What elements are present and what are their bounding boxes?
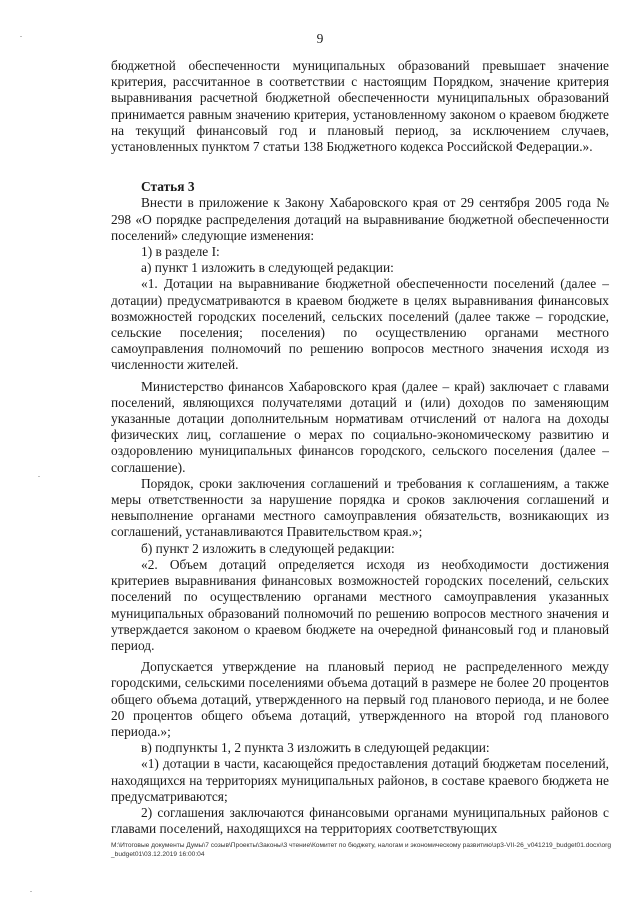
paragraph: Министерство финансов Хабаровского края (далее – край) заключает с главами поселений, являющихся получателями дотаций и (или) доходов по заменяющим указанные дотации дополнительным нормативам отчислений от налога на доходы физических лиц, соглашение о мерах по социально-экономическому развитию и оздоровлению муниципальных финансов городского, сельского поселения (далее – соглашение). <box>111 378 609 475</box>
paragraph: Внести в приложение к Закону Хабаровского края от 29 сентября 2005 года № 298 «О порядке распределения дотаций на выравнивание бюджетной обеспеченности поселений» следующие изменения: <box>111 195 609 243</box>
paragraph: «2. Объем дотаций определяется исходя из необходимости достижения критериев выравнивания финансовых возможностей городских поселений, сельских поселений по осуществлению органами местного самоуправления указанных муниципальных образований полномочий по решению вопросов местного значения и утверждается законом о краевом бюджете на очередной финансовый год и плановый период. <box>111 556 609 653</box>
article-heading: Статья 3 <box>141 179 195 195</box>
paragraph: «1) дотации в части, касающейся предоставления дотаций бюджетам поселений, находящихся на территориях муниципальных районов, в составе краевого бюджета не предусматриваются; <box>111 756 609 804</box>
paragraph: 1) в разделе I: <box>141 244 220 260</box>
paragraph: а) пункт 1 изложить в следующей редакции: <box>141 260 394 276</box>
margin-dot: . <box>30 885 32 894</box>
document-body <box>111 58 609 837</box>
paragraph: в) подпункты 1, 2 пункта 3 изложить в следующей редакции: <box>141 740 490 756</box>
margin-dot: . <box>38 470 40 479</box>
paragraph: бюджетной обеспеченности муниципальных образований превышает значение критерия, рассчитанное в соответствии с настоящим Порядком, значение критерия выравнивания расчетной бюджетной обеспеченности муниципальных образований принимается равным значению критерия, установленному законом о краевом бюджете на текущий финансовый год и плановый период, за исключением случаев, установленных пунктом 7 статьи 138 Бюджетного кодекса Российской Федерации.». <box>111 58 609 155</box>
margin-dot: . <box>20 30 22 39</box>
paragraph: Порядок, сроки заключения соглашений и требования к соглашениям, а также меры ответственности за нарушение порядка и сроков заключения соглашений и невыполнение органами местного самоуправления обязательств, возникающих из соглашений, устанавливаются Правительством края.»; <box>111 475 609 540</box>
paragraph: б) пункт 2 изложить в следующей редакции: <box>141 540 395 556</box>
paragraph: Допускается утверждение на плановый период не распределенного между городскими, сельскими поселениями объема дотаций в размере не более 20 процентов общего объема дотаций, утвержденного на первый год планового периода, и не более 20 процентов общего объема дотаций, утвержденного на второй год планового периода.»; <box>111 659 609 739</box>
file-path-footer: M:\Итоговые документы Думы\7 созыв\Проекты\Законы\3 чтение\Комитет по бюджету, налогам и экономическому развитию\зр3-VII-26_v041219_budget01.docx\org_budget01\03.12.2019 16:00:04 <box>111 842 612 858</box>
paragraph: «1. Дотации на выравнивание бюджетной обеспеченности поселений (далее – дотации) предусматриваются в краевом бюджете в целях выравнивания финансовых возможностей городских поселений, сельских поселений (далее также – городские, сельские поселения; поселения) по осуществлению органами местного самоуправления полномочий по решению вопросов местного значения исходя из численности жителей. <box>111 276 609 373</box>
page-number: 9 <box>316 31 324 46</box>
paragraph: 2) соглашения заключаются финансовыми органами муниципальных районов с главами поселений, находящихся на территориях соответствующих <box>111 804 609 837</box>
